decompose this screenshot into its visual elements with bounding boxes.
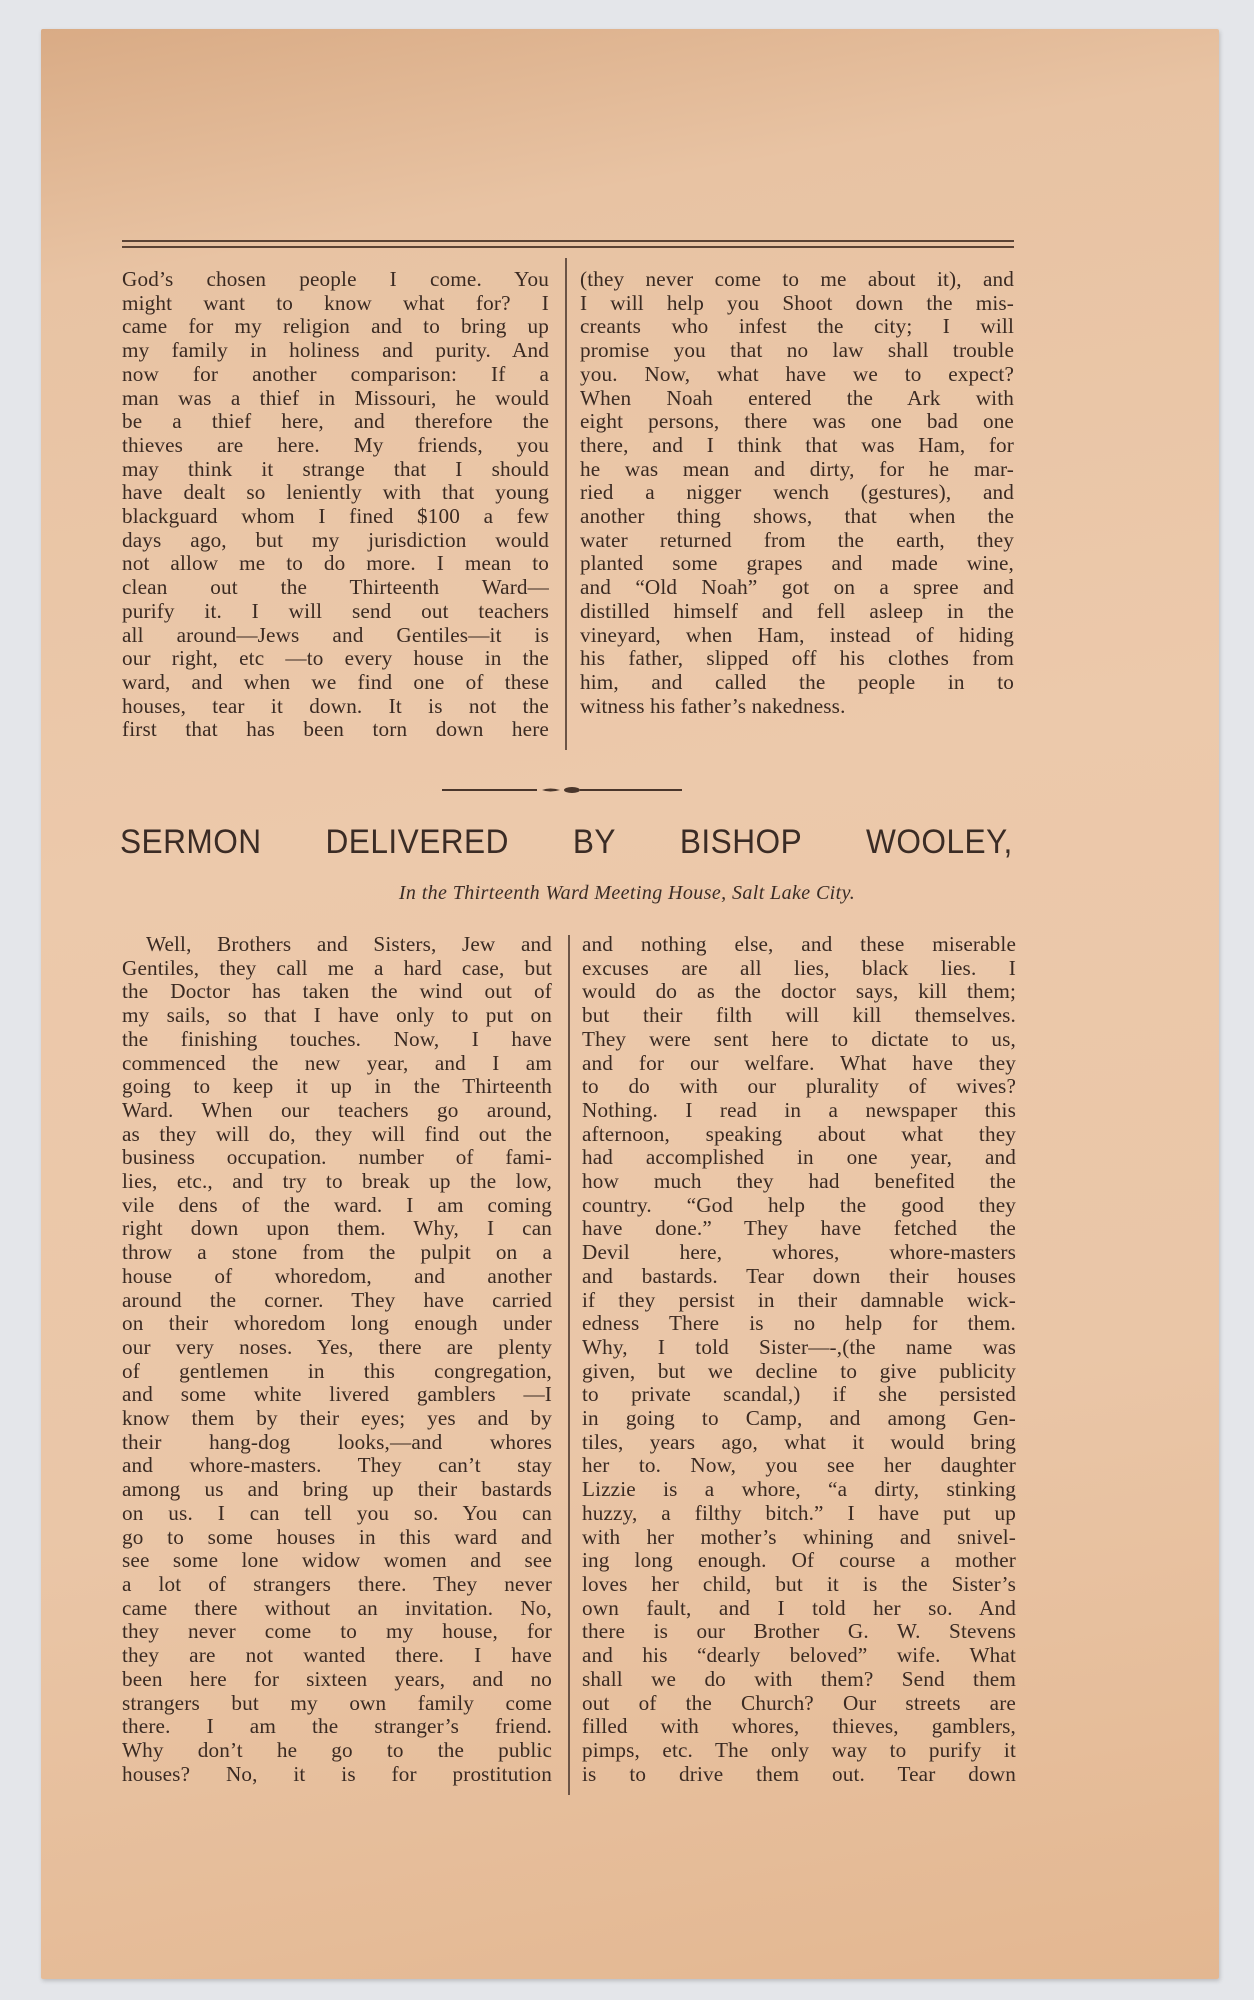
title-word: WOOLEY, bbox=[866, 823, 1013, 861]
title-word: BY bbox=[572, 823, 616, 861]
text-line: and bastards. Tear down their houses bbox=[582, 1263, 1016, 1288]
text-line: Why don’t he go to the public bbox=[122, 1737, 552, 1762]
top-right-column bbox=[580, 268, 1014, 718]
text-line: witness his father’s nakedness. bbox=[580, 693, 846, 718]
text-line: the finishing touches. Now, I have bbox=[122, 1026, 552, 1051]
text-line: their hang-dog looks,—and whores bbox=[122, 1429, 552, 1454]
text-line: how much they had benefited the bbox=[582, 1169, 1016, 1194]
text-line: huzzy, a filthy bitch.” I have put up bbox=[582, 1500, 1016, 1525]
text-line: might want to know what for? I bbox=[122, 290, 549, 315]
text-line: commenced the new year, and I am bbox=[122, 1050, 552, 1075]
top-left-column bbox=[122, 268, 549, 742]
text-line: pimps, etc. The only way to purify it bbox=[582, 1737, 1016, 1762]
text-line: Gentiles, they call me a hard case, but bbox=[122, 955, 552, 980]
top-column-divider bbox=[565, 258, 567, 750]
text-line: vineyard, when Ham, instead of hiding bbox=[580, 622, 1014, 647]
text-line: all around—Jews and Gentiles—it is bbox=[122, 622, 549, 647]
section-ornament-rule bbox=[442, 787, 682, 793]
text-line: ing long enough. Of course a mother bbox=[582, 1548, 1016, 1573]
title-word: BISHOP bbox=[679, 823, 803, 861]
text-line: days ago, but my jurisdiction would bbox=[122, 527, 549, 552]
text-line: been here for sixteen years, and no bbox=[122, 1666, 552, 1691]
text-line: planted some grapes and made wine, bbox=[580, 551, 1014, 576]
text-line: to do with our plurality of wives? bbox=[582, 1074, 1016, 1099]
text-line: God’s chosen people I come. You bbox=[122, 267, 549, 291]
text-line: Why, I told Sister—-,(the name was bbox=[582, 1334, 1016, 1359]
text-line: business occupation. number of fami- bbox=[122, 1145, 552, 1170]
text-line: tiles, years ago, what it would bring bbox=[582, 1429, 1016, 1454]
text-line: have dealt so leniently with that young bbox=[122, 480, 549, 505]
sermon-right-column bbox=[582, 933, 1016, 1786]
text-line: on us. I can tell you so. You can bbox=[122, 1500, 552, 1525]
text-line: given, but we decline to give publicity bbox=[582, 1358, 1016, 1383]
text-line: there is our Brother G. W. Stevens bbox=[582, 1619, 1016, 1644]
text-line: and whore-masters. They can’t stay bbox=[122, 1453, 552, 1478]
text-line: of gentlemen in this congregation, bbox=[122, 1358, 552, 1383]
text-line: promise you that no law shall trouble bbox=[580, 338, 1014, 363]
text-line: his father, slipped off his clothes from bbox=[580, 646, 1014, 671]
text-line: man was a thief in Missouri, he would bbox=[122, 385, 549, 410]
text-line: Lizzie is a whore, “a dirty, stinking bbox=[582, 1477, 1016, 1502]
text-line: filled with whores, thieves, gamblers, bbox=[582, 1714, 1016, 1739]
text-line: on their whoredom long enough under bbox=[122, 1311, 552, 1336]
text-line: with her mother’s whining and snivel- bbox=[582, 1524, 1016, 1549]
text-line: among us and bring up their bastards bbox=[122, 1477, 552, 1502]
text-line: him, and called the people in to bbox=[580, 669, 1014, 694]
text-line: go to some houses in this ward and bbox=[122, 1524, 552, 1549]
text-line: country. “God help the good they bbox=[582, 1192, 1016, 1217]
text-line: first that has been torn down here bbox=[122, 717, 549, 742]
text-line: another thing shows, that when the bbox=[580, 504, 1014, 529]
text-line: in going to Camp, and among Gen- bbox=[582, 1406, 1016, 1431]
text-line: may think it strange that I should bbox=[122, 456, 549, 481]
text-line: see some lone widow women and see bbox=[122, 1548, 552, 1573]
text-line: the Doctor has taken the wind out of bbox=[122, 979, 552, 1004]
text-line: strangers but my own family come bbox=[122, 1690, 552, 1715]
text-line: he was mean and dirty, for he mar- bbox=[580, 456, 1014, 481]
sermon-column-divider bbox=[568, 935, 570, 1795]
text-line: right down upon them. Why, I can bbox=[122, 1216, 552, 1241]
text-line: not allow me to do more. I mean to bbox=[122, 551, 549, 576]
text-line: vile dens of the ward. I am coming bbox=[122, 1192, 552, 1217]
text-line: purify it. I will send out teachers bbox=[122, 598, 549, 623]
text-line: throw a stone from the pulpit on a bbox=[122, 1240, 552, 1265]
text-line: Ward. When our teachers go around, bbox=[122, 1097, 552, 1122]
text-line: excuses are all lies, black lies. I bbox=[582, 955, 1016, 980]
text-line: and for our welfare. What have they bbox=[582, 1050, 1016, 1075]
text-line: there. I am the stranger’s friend. bbox=[122, 1714, 552, 1739]
text-line: but their filth will kill themselves. bbox=[582, 1003, 1016, 1028]
text-line: came there without an invitation. No, bbox=[122, 1595, 552, 1620]
text-line: clean out the Thirteenth Ward— bbox=[122, 575, 549, 600]
text-line: I will help you Shoot down the mis- bbox=[580, 290, 1014, 315]
text-line: as they will do, they will find out the bbox=[122, 1121, 552, 1146]
text-line: there, and I think that was Ham, for bbox=[580, 432, 1014, 457]
text-line: my sails, so that I have only to put on bbox=[122, 1003, 552, 1028]
text-line: and nothing else, and these miserable bbox=[582, 932, 1016, 956]
sermon-left-column bbox=[122, 933, 552, 1786]
text-line: They were sent here to dictate to us, bbox=[582, 1026, 1016, 1051]
text-line: and “Old Noah” got on a spree and bbox=[580, 575, 1014, 600]
text-line: our very noses. Yes, there are plenty bbox=[122, 1334, 552, 1359]
text-line: Devil here, whores, whore-masters bbox=[582, 1240, 1016, 1265]
text-line: my family in holiness and purity. And bbox=[122, 338, 549, 363]
text-line: and some white livered gamblers —I bbox=[122, 1382, 552, 1407]
text-line: distilled himself and fell asleep in the bbox=[580, 598, 1014, 623]
text-line: edness There is no help for them. bbox=[582, 1311, 1016, 1336]
text-line: had accomplished in one year, and bbox=[582, 1145, 1016, 1170]
text-line: houses? No, it is for prostitution bbox=[122, 1761, 552, 1786]
text-line: Nothing. I read in a newspaper this bbox=[582, 1097, 1016, 1122]
text-line: Well, Brothers and Sisters, Jew and bbox=[146, 932, 552, 956]
text-line: lies, etc., and try to break up the low, bbox=[122, 1169, 552, 1194]
text-line: her to. Now, you see her daughter bbox=[582, 1453, 1016, 1478]
text-line: came for my religion and to bring up bbox=[122, 314, 549, 339]
text-line: (they never come to me about it), and bbox=[580, 267, 1014, 291]
text-line: blackguard whom I fined $100 a few bbox=[122, 504, 549, 529]
text-line: know them by their eyes; yes and by bbox=[122, 1406, 552, 1431]
text-line: a lot of strangers there. They never bbox=[122, 1571, 552, 1596]
sermon-subtitle: In the Thirteenth Ward Meeting House, Salt Lake City. bbox=[398, 882, 856, 904]
text-line: houses, tear it down. It is not the bbox=[122, 693, 549, 718]
text-line: would do as the doctor says, kill them; bbox=[582, 979, 1016, 1004]
text-line: eight persons, there was one bad one bbox=[580, 409, 1014, 434]
top-double-rule bbox=[122, 240, 1014, 248]
text-line: out of the Church? Our streets are bbox=[582, 1690, 1016, 1715]
text-line: they are not wanted there. I have bbox=[122, 1643, 552, 1668]
text-line: afternoon, speaking about what they bbox=[582, 1121, 1016, 1146]
text-line: ward, and when we find one of these bbox=[122, 669, 549, 694]
text-line: thieves are here. My friends, you bbox=[122, 432, 549, 457]
text-line: When Noah entered the Ark with bbox=[580, 385, 1014, 410]
text-line: they never come to my house, for bbox=[122, 1619, 552, 1644]
text-line: loves her child, but it is the Sister’s bbox=[582, 1571, 1016, 1596]
text-line: shall we do with them? Send them bbox=[582, 1666, 1016, 1691]
text-line: and his “dearly beloved” wife. What bbox=[582, 1643, 1016, 1668]
title-word: DELIVERED bbox=[325, 823, 509, 861]
text-line: our right, etc —to every house in the bbox=[122, 646, 549, 671]
sermon-title bbox=[120, 823, 1013, 862]
text-line: if they persist in their damnable wick- bbox=[582, 1287, 1016, 1312]
text-line: ried a nigger wench (gestures), and bbox=[580, 480, 1014, 505]
text-line: to private scandal,) if she persisted bbox=[582, 1382, 1016, 1407]
text-line: water returned from the earth, they bbox=[580, 527, 1014, 552]
text-line: going to keep it up in the Thirteenth bbox=[122, 1074, 552, 1099]
title-word: SERMON bbox=[120, 823, 262, 861]
text-line: creants who infest the city; I will bbox=[580, 314, 1014, 339]
text-line: house of whoredom, and another bbox=[122, 1263, 552, 1288]
text-line: around the corner. They have carried bbox=[122, 1287, 552, 1312]
text-line: you. Now, what have we to expect? bbox=[580, 361, 1014, 386]
text-line: is to drive them out. Tear down bbox=[582, 1761, 1016, 1786]
text-line: now for another comparison: If a bbox=[122, 361, 549, 386]
text-line: own fault, and I told her so. And bbox=[582, 1595, 1016, 1620]
text-line: be a thief here, and therefore the bbox=[122, 409, 549, 434]
text-line: have done.” They have fetched the bbox=[582, 1216, 1016, 1241]
